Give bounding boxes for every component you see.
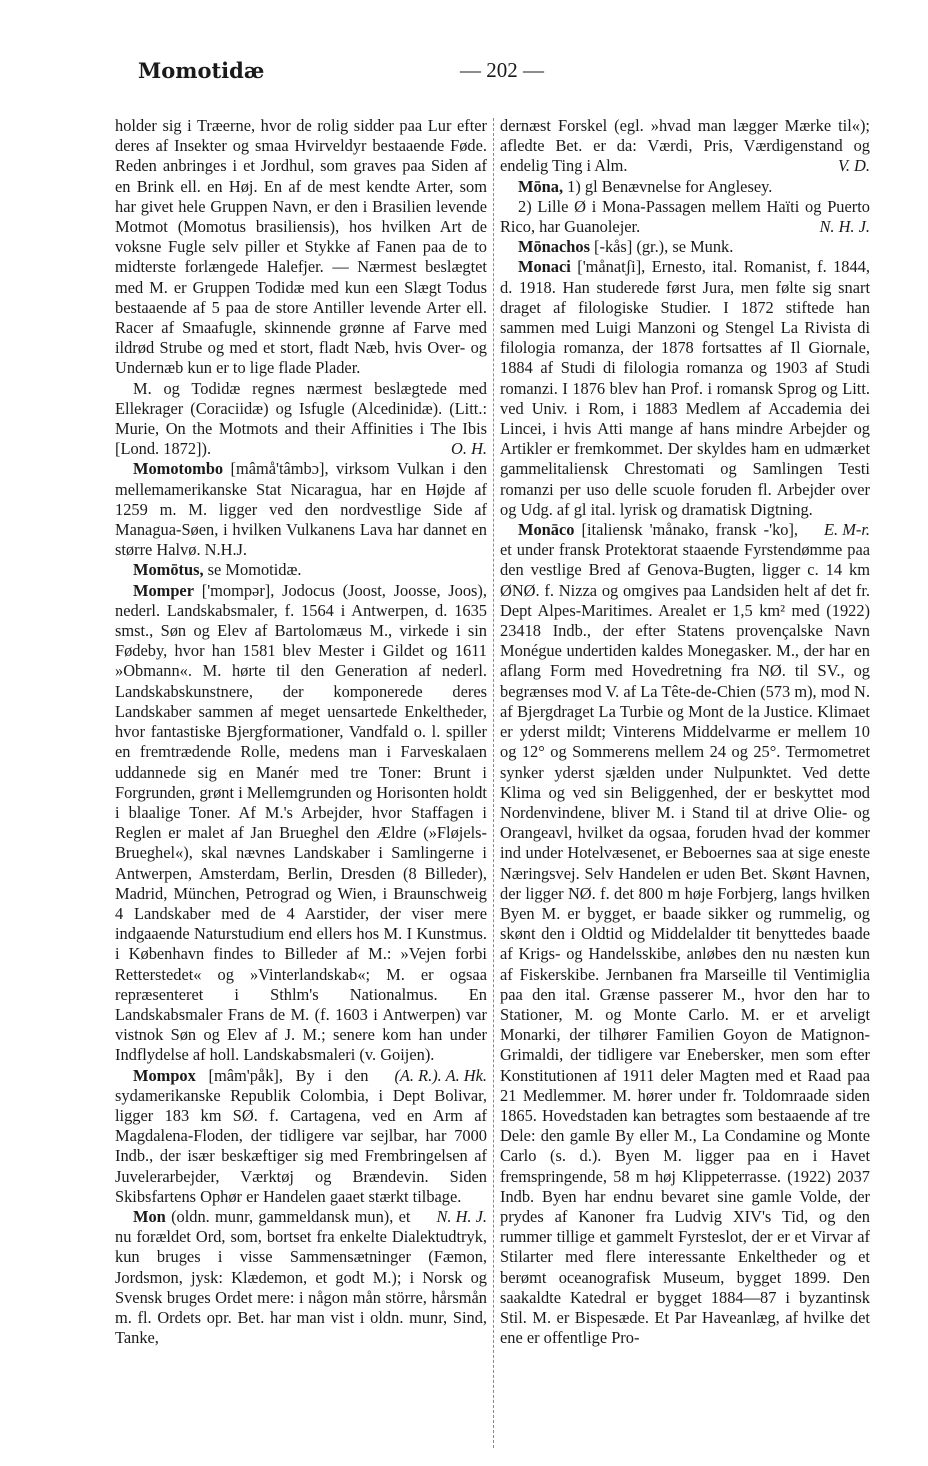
left-column xyxy=(115,116,487,1348)
author-signature: N. H. J. xyxy=(436,1206,487,1226)
entry-momotus: Momōtus, se Momotidæ. xyxy=(133,560,302,580)
entry-momotidae-continued: holder sig i Træerne, hvor de rolig sidder paa Lur efter deres af Insekter og smaa Hvirveldyr bestaaende Føde. Reden anbringes i et Jordhul, som graves paa Siden af en Brink ell. en Høj. En af de mest kendte Arter, som har givet hele Gruppen Navn, er den i Brasilien levende Motmot (Momotus brasiliensis), hos hvilken Art de voksne Fugle selv piller et Stykke af Fanen paa de to midterste forlængede Halefjer. — Nærmest beslægtet med M. er Gruppen Todidæ med kun een Slægt Todus bestaaende af 5 paa de store Antiller levende Arter ell. Racer af Smaafugle, skinnende grønne af Farve med ildrød Strube og med et stort, fladt Næb, hvis Over- og Undernæb kun er to lige flade Plader. xyxy=(115,116,487,378)
entry-momper: Momper ['mompər], Jodocus (Joost, Joosse, Joos), nederl. Landskabsmaler, f. 1564 i Antwerpen, d. 1635 smst., Søn og Elev af Bartolomæus M., virkede i sin Fødeby, hvor han 1581 blev Mester i Gildet og 1611 »Obmann«. M. hørte til den Generation af nederl. Landskabskunstnere, der komponerede deres Landskaber sammen af meget uensartede Enkeltheder, hvor fantastiske Bjergformationer, Vandfald o. l. spiller en fremtrædende Rolle, medens man i Farveskalaen uddannede sig en Manér med tre Toner: Brunt i Forgrunden, grønt i Mellemgrunden og Horisonten holdt i blaalige Toner. Af M.'s Arbejder, hvor Staffagen i Reglen er malet af Jan Brueghel den Ældre (»Fløjels-Brueghel«), skal nævnes Landskaber i Samlingerne i Antwerpen, Amsterdam, Berlin, Dresden (8 Billeder), Madrid, München, Petrograd og Wien, i Braunschweig 4 Landskaber med de 4 Aarstider, der viser mere indgaaende Naturstudium end ellers hos M. I Kunstmus. i København findes to Billeder af M.: »Vejen forbi Retterstedet« og »Vinterlandskab«; M. er ogsaa repræsenteret i Sthlm's Nationalmus. En Landskabsmaler Frans de M. (f. 1603 i Antwerpen) var vistnok Søn og Elev af J. M.; senere kom han under Indflydelse af holl. Landskabsmaleri (v. Goijen). (A. R.). A. Hk. xyxy=(115,580,487,1085)
author-signature: N. H. J. xyxy=(819,217,870,237)
entry-headword: Monaci xyxy=(518,257,571,277)
author-signature: V. D. xyxy=(837,156,870,176)
entry-headword: Mōnachos xyxy=(518,237,590,257)
entry-mon: Mon (oldn. munr, gammeldansk mun), et nu forældet Ord, som, bortset fra enkelte Dialektudtryk, kun bruges i visse Sammensætninger (Fæmon, Jordsmon, jysk: Klædemon, et godt M.); i Norsk og Svensk bruges Ordet mere: i någon mån större, hårsmån m. fl. Ordets opr. Bet. har man vist i oldn. munr, Sind, Tanke, xyxy=(115,1206,487,1348)
entry-headword: Momōtus, xyxy=(133,560,204,580)
entry-monachos: Mōnachos [-kås] (gr.), se Munk. xyxy=(518,237,734,257)
entry-mon-continued: dernæst Forskel (egl. »hvad man lægger Mærke til«); afledte Bet. er da: Værdi, Pris, Værdigenstand og endelig Ting i Alm. V. D. xyxy=(500,116,870,176)
entry-monaco: Monāco [italiensk 'månako, fransk -'ko], et under fransk Protektorat staaende Fyrstendømme paa den vestlige Bred af Genova-Bugten, ligger c. 14 km ØNØ. f. Nizza og omgives paa Landsiden helt af det fr. Dept Alpes-Maritimes. Arealet er 1,5 km² med (1922) 23418 Indb., der efter Statens provençalske Navn Monégue undertiden kaldes Monegasker. M., der har en aflang Form med Hovedretning fra NØ. til SV., og begrænses mod V. af La Tête-de-Chien (573 m), mod N. af Bjergdraget La Turbie og Mont de la Justice. Klimaet er yderst mildt; Vinterens Middelvarme er mellem 10 og 12° og Sommerens mellem 24 og 25°. Termometret synker yderst sjælden under Nulpunktet. Ved dette Klima og ved sin Beliggenhed, der er beskyttet mod Nordenvindene, bliver M. i Stand til at drive Olie- og Orangeavl, hvilket da ogsaa, foruden hvad der kommer ind under Hotelvæsenet, er Beboernes saa at sige eneste Næringsvej. Selv Handelen er uden Bet. Skønt Havnen, der ligger NØ. f. det 800 m høje Forbjerg, langs hvilken Byen M. er bygget, er baade sikker og rummelig, og skønt den i Oldtid og Middelalder tit benyttedes baade af Krigs- og Handelsskibe, anløbes den nu næsten kun af Fiskerskibe. Jernbanen fra Marseille til Ventimiglia paa den ital. Grænse passerer M., hvor den har to Stationer, M. og Monte Carlo. M. er et arveligt Monarki, der tilhører Familien Goyon de Matignon-Grimaldi, der tidligere var Enebersker, men som efter Konstitutionen af 1911 deler Magten med et Raad paa 21 Medlemmer. M. hører under fr. Toldomraade siden 1865. Hovedstaden kan betragtes som bestaaende af tre Dele: den gamle By eller M., La Condamine og Monte Carlo (s. d.). Byen M. ligger paa en i Havet fremspringende, 58 m høj Klippeterrasse. (1922) 2037 Indb. Byen har endnu bevaret sine gamle Volde, der prydes af Kanoner fra Ludvig XIV's Tid, og den rummer tillige et gammelt Fyrsteslot, der er et Virvar af Stilarter med flere interessante Enkeltheder og et berømt oceanografisk Museum, bygget 1899. Den saakaldte Katedral er bygget 1884—87 i byzantinsk Stil. M. er Bispesæde. Et Par Haveanlæg, af hvilke det ene er offentlige Pro- xyxy=(500,520,870,1348)
column-divider xyxy=(493,118,494,1448)
page-header xyxy=(138,58,866,94)
entry-headword: Momper xyxy=(133,580,194,600)
author-signature: E. M-r. xyxy=(824,520,870,540)
page-number: — 202 — xyxy=(460,58,544,82)
entry-mompox: Mompox [mâm'påk], By i den sydamerikanske Republik Colombia, i Dept Bolivar, ligger 183 km SØ. f. Cartagena, ved en Arm af Magdalena-Floden, der tidligere var sejlbar, har 7000 Indb., der især beskæftiger sig med Frembringelsen af Juvelerarbejder, Værktøj og Brændevin. Siden Skibsfartens Ophør er Handelen gaaet stærkt tilbage. N. H. J. xyxy=(115,1065,487,1226)
entry-mona: Mōna, 1) gl Benævnelse for Anglesey. xyxy=(518,176,773,196)
entry-headword: Monāco xyxy=(518,520,575,540)
entry-momotombo: Momotombo [mâmå'tâmbɔ], virksom Vulkan i den mellemamerikanske Stat Nicaragua, har en Højde af 1259 m. M. ligger ved den nordvestlige Side af Managua-Søen, i hvilken Vulkanens Lava har dannet en større Halvø. N.H.J. xyxy=(115,459,487,560)
entry-headword: Momotombo xyxy=(133,459,224,479)
running-headword: Momotidæ xyxy=(138,58,265,83)
entry-headword: Mompox xyxy=(133,1065,196,1085)
entry-headword: Mon xyxy=(133,1206,166,1226)
author-signature: O. H. xyxy=(451,439,487,459)
entry-mona-sense-2: 2) Lille Ø i Mona-Passagen mellem Haïti og Puerto Rico, har Guanolejer. N. H. J. xyxy=(500,196,870,237)
entry-momotidae-literature: M. og Todidæ regnes nærmest beslægtede med Ellekrager (Coraciidæ) og Isfugle (Alcedinidæ). (Litt.: Murie, On the Motmots and their Affinities i The Ibis [Lond. 1872]). O. H. xyxy=(115,378,487,459)
right-column xyxy=(500,116,870,1348)
entry-monaci: Monaci ['månatʃi], Ernesto, ital. Romanist, f. 1844, d. 1918. Han studerede først Jura, men følte sig snart draget af filologiske Studier. I 1872 stiftede han sammen med Luigi Manzoni og Stengel La Rivista di filologia romanza, der 1878 fortsattes af Il Giornale, 1884 af Studi di filologia romanza og 1903 af Studi romanzi. I 1876 blev han Prof. i romansk Sprog og Litt. ved Univ. i Rom, i 1883 Medlem af Accademia dei Lincei, i hvis Atti mange af hans mindre Arbejder og Artikler er fremkommet. Der skyldes ham en udmærket gammelitaliensk Chrestomati og Samlingen Testi romanzi per uso delle scuole foruden fl. Arbejder over og Udg. af gl ital. lyrisk og dramatisk Digtning. E. M-r. xyxy=(500,257,870,540)
author-signature: (A. R.). A. Hk. xyxy=(394,1065,487,1085)
entry-headword: Mōna, xyxy=(518,176,564,196)
